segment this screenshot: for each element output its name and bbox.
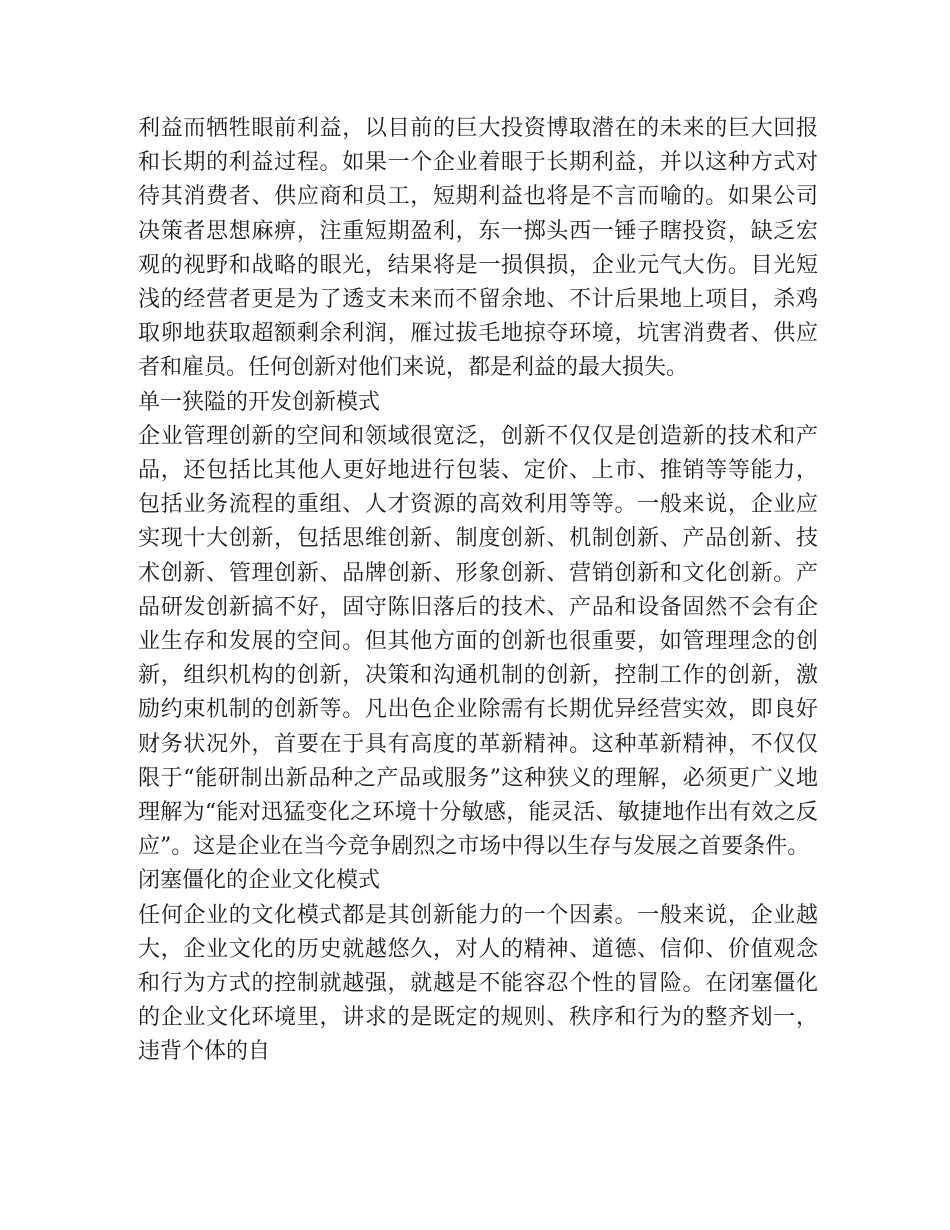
- paragraph-management-innovation: 企业管理创新的空间和领域很宽泛，创新不仅仅是创造新的技术和产品，还包括比其他人更好地进行包装、定价、上市、推销等等能力，包括业务流程的重组、人才资源的高效利用等等。一般来说，企业应实现十大创新，包括思维创新、制度创新、机制创新、产品创新、技术创新、管理创新、品牌创新、形象创新、营销创新和文化创新。产品研发创新搞不好，固守陈旧落后的技术、产品和设备固然不会有企业生存和发展的空间。但其他方面的创新也很重要，如管理理念的创新，组织机构的创新，决策和沟通机制的创新，控制工作的创新，激励约束机制的创新等。凡出色企业除需有长期优异经营实效，即良好财务状况外，首要在于具有高度的革新精神。这种革新精神，不仅仅限于“能研制出新品种之产品或服务”这种狭义的理解，必须更广义地理解为“能对迅猛变化之环境十分敏感，能灵活、敏捷地作出有效之反应”。这是企业在当今竞争剧烈之市场中得以生存与发展之首要条件。: [138, 423, 818, 860]
- paragraph-culture-model: 任何企业的文化模式都是其创新能力的一个因素。一般来说，企业越大，企业文化的历史就越悠久，对人的精神、道德、信仰、价值观念和行为方式的控制就越强，就越是不能容忍个性的冒险。在闭塞僵化的企业文化环境里，讲求的是既定的规则、秩序和行为的整齐划一，违背个体的自: [138, 902, 818, 1065]
- section-heading-innovation-model: 单一狭隘的开发创新模式: [138, 389, 381, 415]
- paragraph-long-term-interest: 利益而牺牲眼前利益，以目前的巨大投资博取潜在的未来的巨大回报和长期的利益过程。如果一个企业着眼于长期利益，并以这种方式对待其消费者、供应商和员工，短期利益也将是不言而喻的。如果公司决策者思想麻痹，注重短期盈利，东一掷头西一锤子瞎投资，缺乏宏观的视野和战略的眼光，结果将是一损俱损，企业元气大伤。目光短浅的经营者更是为了透支未来而不留余地、不计后果地上项目，杀鸡取卵地获取超额剩余利润，雁过拔毛地掠夺环境，坑害消费者、供应者和雇员。任何创新对他们来说，都是利益的最大损失。: [138, 116, 818, 381]
- document-body: [138, 112, 818, 1070]
- section-heading-corporate-culture: 闭塞僵化的企业文化模式: [138, 868, 381, 894]
